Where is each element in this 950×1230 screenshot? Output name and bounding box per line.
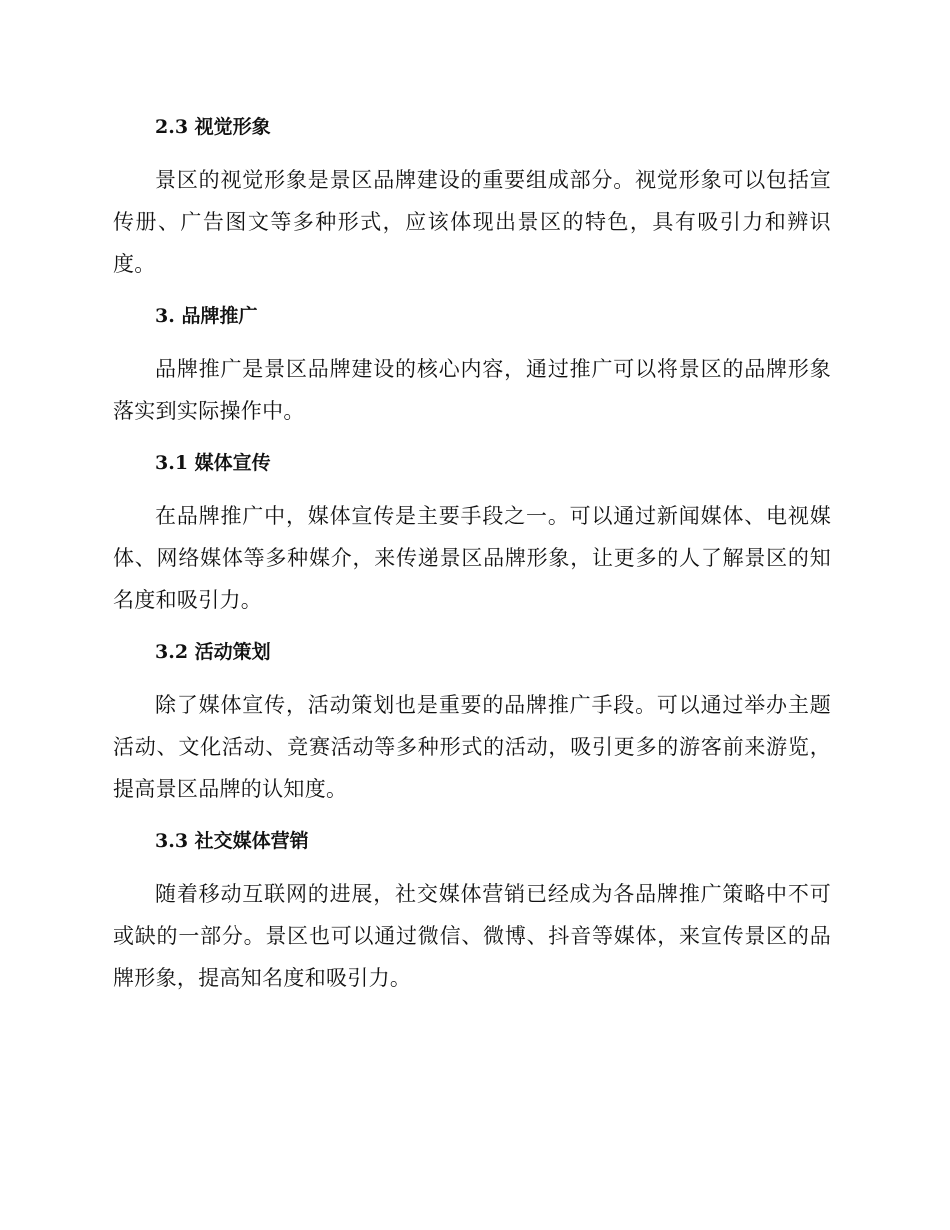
section-social-media-marketing [113, 822, 831, 999]
section-heading: 3.1 媒体宣传 [155, 452, 271, 474]
section-heading: 3. 品牌推广 [155, 305, 258, 327]
section-heading: 3.2 活动策划 [155, 641, 271, 663]
section-paragraph: 品牌推广是景区品牌建设的核心内容，通过推广可以将景区的品牌形象落实到实际操作中。 [113, 357, 831, 423]
section-event-planning [113, 633, 831, 810]
section-heading: 3.3 社交媒体营销 [155, 830, 309, 852]
section-media-publicity [113, 444, 831, 621]
section-paragraph: 景区的视觉形象是景区品牌建设的重要组成部分。视觉形象可以包括宣传册、广告图文等多种形式，应该体现出景区的特色，具有吸引力和辨识度。 [113, 168, 831, 276]
section-heading: 2.3 视觉形象 [155, 116, 271, 138]
section-paragraph: 在品牌推广中，媒体宣传是主要手段之一。可以通过新闻媒体、电视媒体、网络媒体等多种媒介，来传递景区品牌形象，让更多的人了解景区的知名度和吸引力。 [113, 504, 831, 612]
section-brand-promotion [113, 297, 831, 432]
section-paragraph: 除了媒体宣传，活动策划也是重要的品牌推广手段。可以通过举办主题活动、文化活动、竞赛活动等多种形式的活动，吸引更多的游客前来游览，提高景区品牌的认知度。 [113, 693, 831, 801]
section-paragraph: 随着移动互联网的进展，社交媒体营销已经成为各品牌推广策略中不可或缺的一部分。景区也可以通过微信、微博、抖音等媒体，来宣传景区的品牌形象，提高知名度和吸引力。 [113, 882, 831, 990]
section-visual-image [113, 108, 831, 285]
document-page [113, 108, 831, 1011]
